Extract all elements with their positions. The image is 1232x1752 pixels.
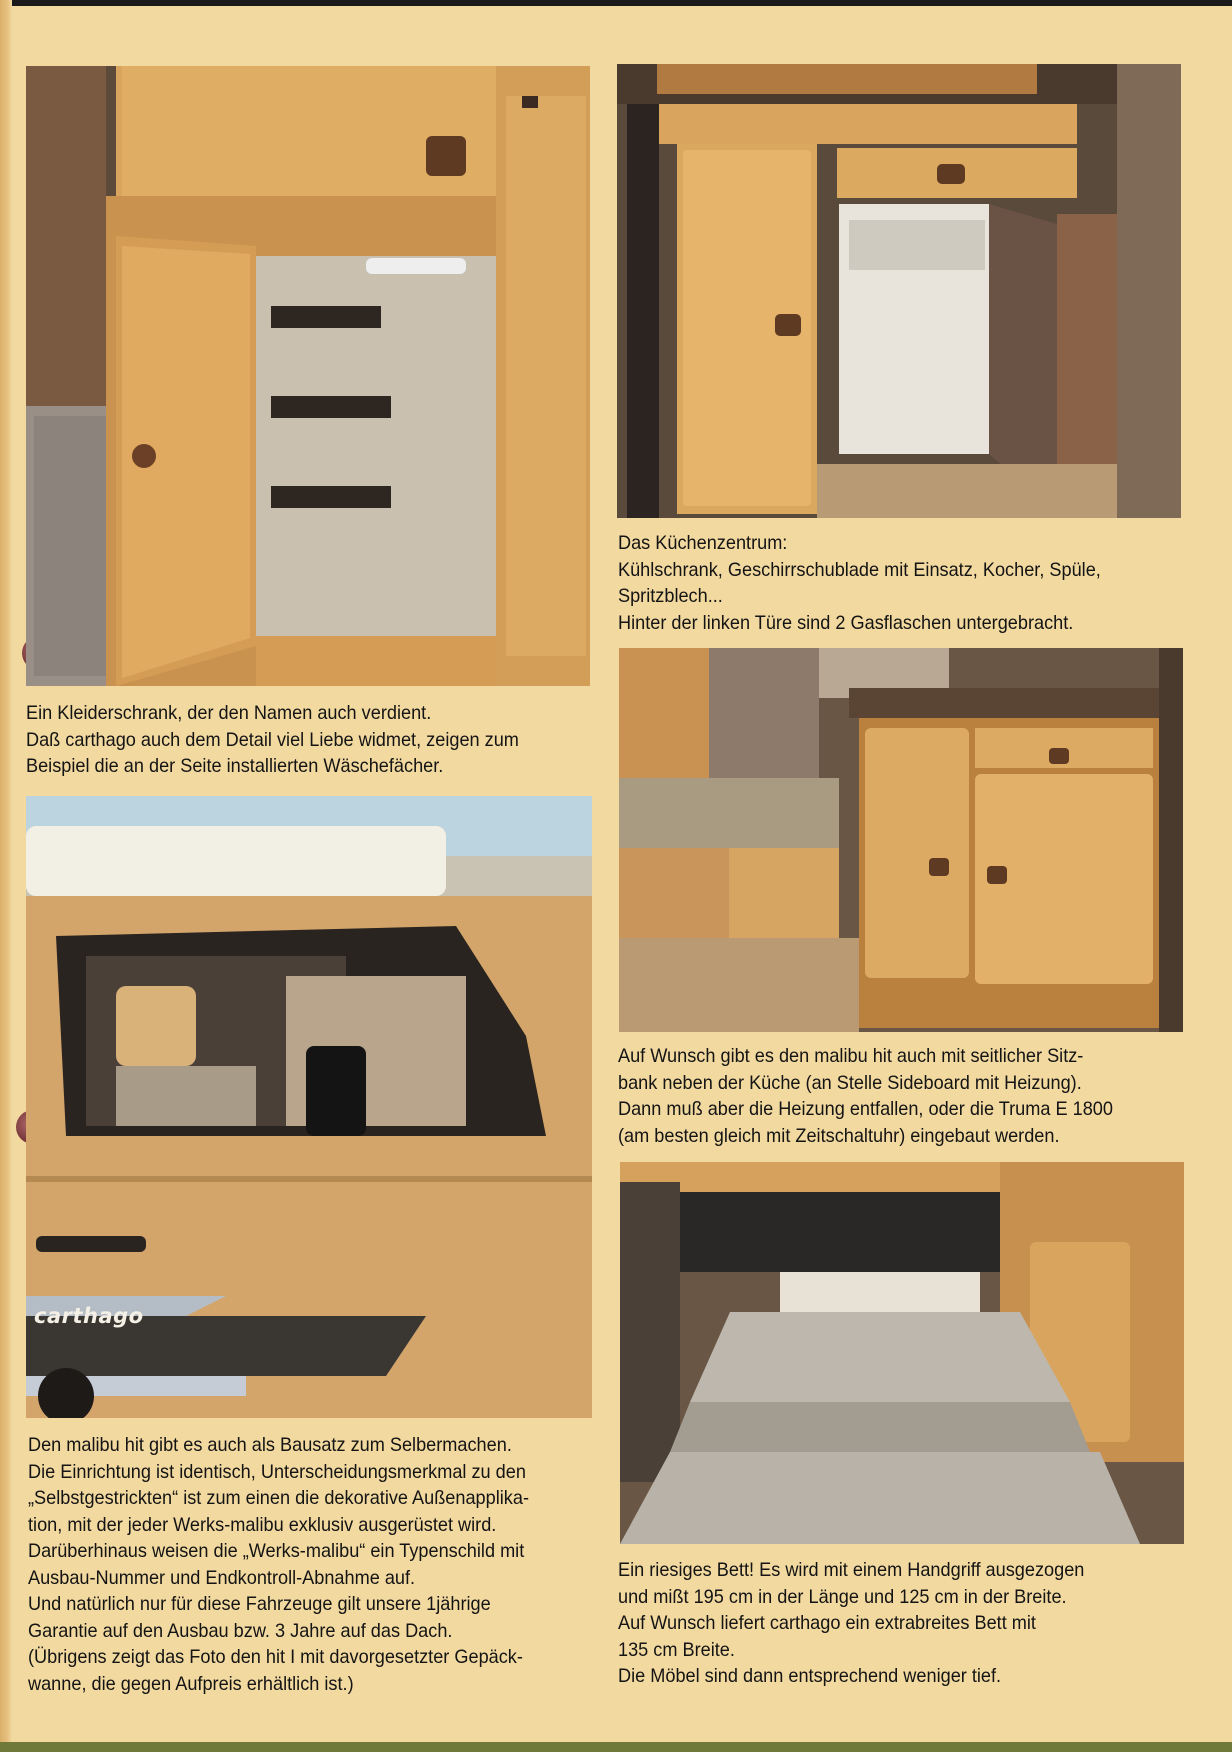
caption-line: bank neben der Küche (an Stelle Sideboard mit Heizung). [618, 1071, 1082, 1094]
caption-line: (Übrigens zeigt das Foto den hit I mit davorgesetzter Gepäck- [28, 1646, 523, 1668]
caption-line: Kühlschrank, Geschirrschublade mit Einsatz, Kocher, Spüle, [618, 558, 1101, 581]
bed-photo [620, 1162, 1184, 1544]
caption-line: 135 cm Breite. [618, 1638, 735, 1661]
caption-line: wanne, die gegen Aufpreis erhältlich ist.) [28, 1672, 354, 1695]
caption-line: Die Einrichtung ist identisch, Unterscheidungsmerkmal zu den [28, 1460, 526, 1483]
caption-line: tion, mit der jeder Werks-malibu exklusiv ausgerüstet wird. [28, 1513, 497, 1536]
caption-line: Dann muß aber die Heizung entfallen, oder die Truma E 1800 [618, 1098, 1113, 1120]
caption-line: Ausbau-Nummer und Endkontroll-Abnahme auf. [28, 1566, 416, 1589]
caption-line: Spritzblech... [618, 585, 723, 607]
caption-line: Beispiel die an der Seite installierten Wäschefächer. [26, 755, 444, 777]
caption-line: Hinter der linken Türe sind 2 Gasflaschen untergebracht. [618, 611, 1074, 634]
van-logo: carthago [34, 1304, 144, 1328]
caption-line: Daß carthago auch dem Detail viel Liebe widmet, zeigen zum [26, 728, 519, 751]
kit-caption [28, 1432, 529, 1697]
caption-line: Den malibu hit gibt es auch als Bausatz zum Selbermachen. [28, 1434, 512, 1456]
kitchen-caption [618, 530, 1101, 636]
caption-line: Ein Kleiderschrank, der den Namen auch verdient. [26, 702, 432, 724]
bed-caption [618, 1557, 1084, 1690]
caption-line: Darüberhinaus weisen die „Werks-malibu“ ein Typenschild mit [28, 1540, 525, 1562]
bottom-edge [0, 1742, 1232, 1752]
caption-line: (am besten gleich mit Zeitschaltuhr) eingebaut werden. [618, 1124, 1060, 1147]
caption-line: Das Küchenzentrum: [618, 532, 788, 554]
caption-line: Auf Wunsch gibt es den malibu hit auch mit seitlicher Sitz- [618, 1045, 1084, 1067]
caption-line: „Selbstgestrickten“ ist zum einen die dekorative Außenapplika- [28, 1487, 529, 1509]
caption-line: und mißt 195 cm in der Länge und 125 cm in der Breite. [618, 1585, 1067, 1608]
binding-edge [0, 0, 12, 1752]
caption-line: Die Möbel sind dann entsprechend weniger tief. [618, 1665, 1002, 1687]
bench-caption [618, 1043, 1113, 1149]
wardrobe-photo [26, 66, 590, 686]
caption-line: Auf Wunsch liefert carthago ein extrabreites Bett mit [618, 1612, 1036, 1634]
van-exterior-photo [26, 796, 592, 1418]
caption-line: Garantie auf den Ausbau bzw. 3 Jahre auf das Dach. [28, 1619, 453, 1642]
caption-line: Und natürlich nur für diese Fahrzeuge gilt unsere 1jährige [28, 1593, 491, 1615]
caption-line: Ein riesiges Bett! Es wird mit einem Handgriff ausgezogen [618, 1559, 1085, 1581]
bench-kitchen-photo [619, 648, 1183, 1032]
kitchen-photo [617, 64, 1181, 518]
top-edge [0, 0, 1232, 6]
wardrobe-caption [26, 700, 519, 780]
